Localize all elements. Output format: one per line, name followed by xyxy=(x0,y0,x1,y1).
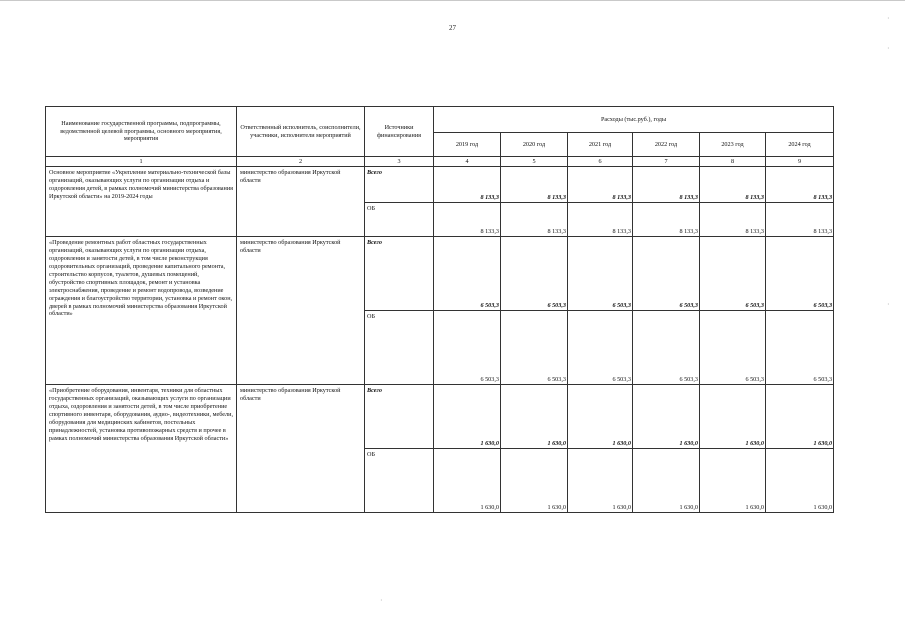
total-value: 6 503,3 xyxy=(633,237,700,311)
total-value: 1 630,0 xyxy=(568,385,633,449)
ob-value: 1 630,0 xyxy=(568,449,633,513)
total-value: 8 133,3 xyxy=(501,167,568,203)
source-total-label: Всего xyxy=(365,237,434,311)
column-number: 7 xyxy=(633,157,700,167)
source-total-label: Всего xyxy=(365,385,434,449)
total-value: 8 133,3 xyxy=(434,167,501,203)
page-number: 27 xyxy=(449,24,456,32)
source-ob-label: ОБ xyxy=(365,311,434,385)
ob-value: 1 630,0 xyxy=(501,449,568,513)
source-ob-label: ОБ xyxy=(365,449,434,513)
budget-table xyxy=(45,106,834,513)
total-value: 8 133,3 xyxy=(633,167,700,203)
column-number: 8 xyxy=(700,157,766,167)
scan-mark: · xyxy=(887,14,890,23)
ob-value: 6 503,3 xyxy=(633,311,700,385)
header-year: 2021 год xyxy=(568,133,633,157)
activity-name: Основное мероприятие «Укрепление материально-технической базы организаций, оказывающих услуги по организации отдыха и оздоровления детей, в рамках полномочий министерства образования Иркутской области» на 2019-2024 годы xyxy=(46,167,237,237)
source-ob-label: ОБ xyxy=(365,203,434,237)
ob-value: 6 503,3 xyxy=(501,311,568,385)
activity-executor: министерство образования Иркутской области xyxy=(237,237,365,385)
ob-value: 6 503,3 xyxy=(766,311,834,385)
ob-value: 8 133,3 xyxy=(700,203,766,237)
ob-value: 8 133,3 xyxy=(434,203,501,237)
total-value: 1 630,0 xyxy=(633,385,700,449)
header-name: Наименование государственной программы, подпрограммы, ведомственной целевой программы, основного мероприятия, мероприятия xyxy=(46,107,237,157)
column-number: 2 xyxy=(237,157,365,167)
ob-value: 8 133,3 xyxy=(766,203,834,237)
header-year: 2023 год xyxy=(700,133,766,157)
activity-name: «Проведение ремонтных работ областных государственных организаций, оказывающих услуги по организации отдыха, оздоровления и занятости детей, в том числе реконструкция оздоровительных организаций, проведение капитального ремонта, строительство корпусов, туалетов, душевых помещений, обустройство спортивных площадок, ремонт и установка электроснабжения, проведение и ремонт водопровода, возведение ограждения и благоустройство территории, установка и ремонт окон, дверей в рамках полномочий министерства образования Иркутской области» xyxy=(46,237,237,385)
ob-value: 1 630,0 xyxy=(700,449,766,513)
header-executor: Ответственный исполнитель, соисполнители, участники, исполнители мероприятий xyxy=(237,107,365,157)
column-number-row xyxy=(46,157,834,167)
column-number: 3 xyxy=(365,157,434,167)
column-number: 9 xyxy=(766,157,834,167)
total-value: 8 133,3 xyxy=(766,167,834,203)
scan-mark: · xyxy=(380,596,383,605)
activity-executor: министерство образования Иркутской области xyxy=(237,385,365,513)
ob-value: 8 133,3 xyxy=(633,203,700,237)
activity-name: «Приобретение оборудования, инвентаря, техники для областных государственных организаций, оказывающих услуги по организации отдыха, оздоровления и занятости детей, в том числе приобретение спортивного инвентаря, оборудования, аудио-, видеотехники, мебели, оборудования для медицинских кабинетов, постельных принадлежностей, установка противопожарных средств и прочее в рамках полномочий министерства образования Иркутской области» xyxy=(46,385,237,513)
header-year: 2020 год xyxy=(501,133,568,157)
source-total-label: Всего xyxy=(365,167,434,203)
total-value: 6 503,3 xyxy=(501,237,568,311)
header-year: 2022 год xyxy=(633,133,700,157)
total-value: 1 630,0 xyxy=(501,385,568,449)
table-row xyxy=(46,237,834,311)
column-number: 6 xyxy=(568,157,633,167)
ob-value: 6 503,3 xyxy=(700,311,766,385)
column-number: 1 xyxy=(46,157,237,167)
column-number: 5 xyxy=(501,157,568,167)
scan-mark: · xyxy=(887,300,890,309)
activity-executor: министерство образования Иркутской области xyxy=(237,167,365,237)
total-value: 1 630,0 xyxy=(766,385,834,449)
ob-value: 8 133,3 xyxy=(501,203,568,237)
table-row xyxy=(46,167,834,203)
total-value: 8 133,3 xyxy=(568,167,633,203)
total-value: 8 133,3 xyxy=(700,167,766,203)
total-value: 1 630,0 xyxy=(700,385,766,449)
column-number: 4 xyxy=(434,157,501,167)
top-scan-edge xyxy=(0,0,905,1)
ob-value: 1 630,0 xyxy=(633,449,700,513)
header-source: Источники финансирования xyxy=(365,107,434,157)
total-value: 6 503,3 xyxy=(434,237,501,311)
total-value: 6 503,3 xyxy=(568,237,633,311)
ob-value: 1 630,0 xyxy=(434,449,501,513)
ob-value: 6 503,3 xyxy=(434,311,501,385)
ob-value: 6 503,3 xyxy=(568,311,633,385)
header-expenses: Расходы (тыс.руб.), годы xyxy=(434,107,834,133)
ob-value: 8 133,3 xyxy=(568,203,633,237)
header-year: 2024 год xyxy=(766,133,834,157)
header-year: 2019 год xyxy=(434,133,501,157)
ob-value: 1 630,0 xyxy=(766,449,834,513)
total-value: 6 503,3 xyxy=(766,237,834,311)
total-value: 6 503,3 xyxy=(700,237,766,311)
total-value: 1 630,0 xyxy=(434,385,501,449)
scan-mark: · xyxy=(887,44,890,53)
table-row xyxy=(46,385,834,449)
